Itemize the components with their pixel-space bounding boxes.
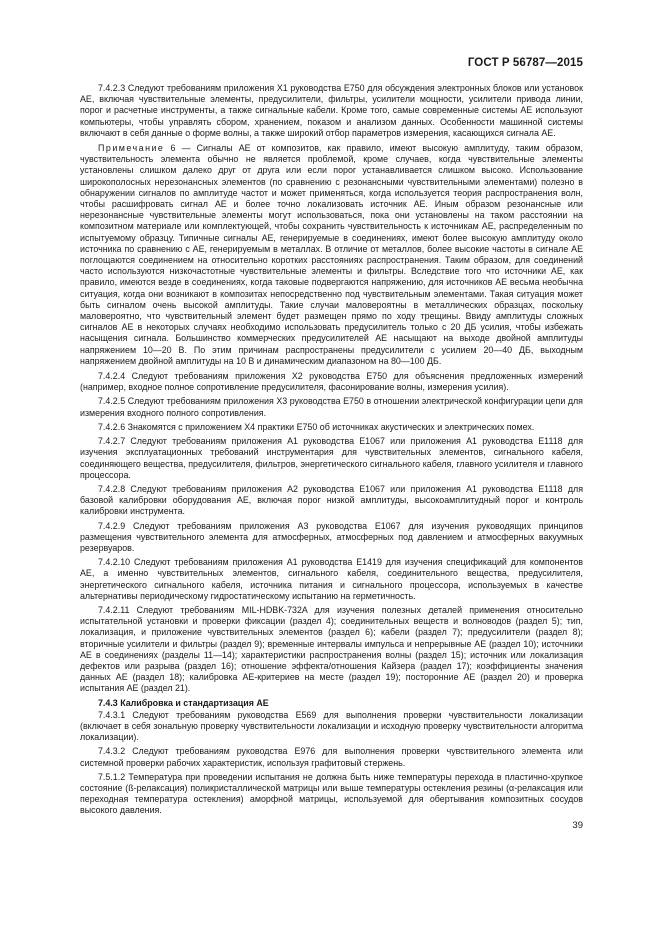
paragraph-7-4-2-8: 7.4.2.8 Следуют требованиям приложения A2 руководства E1067 или приложения A1 руководства E1118 для базовой калибровки оборудования АЕ, включая порог низкой амплитуды, высокоамплитудный порог и контроль калибровки инструмента. (80, 483, 583, 517)
page-number: 39 (572, 820, 583, 831)
paragraph-7-4-3-1: 7.4.3.1 Следуют требованиям руководства E569 для выполнения проверки чувствительности локализации (включает в себя зональную проверку чувствительности локализации и исходную проверку чувствительности алгоритма локализации). (80, 709, 583, 743)
document-code-header: ГОСТ Р 56787—2015 (467, 57, 583, 69)
paragraph-7-4-3-2: 7.4.3.2 Следуют требованиям руководства E976 для выполнения проверки чувствительного элемента или системной проверки рабочих характеристик, используя графитовый стержень. (80, 746, 583, 768)
note-6 (80, 143, 583, 367)
paragraph-7-4-2-11: 7.4.2.11 Следуют требованиям MIL-HDBK-732A для изучения полезных деталей применения относительно испытательной установки и проверки фиксации (раздел 4); соединительных веществ и волноводов (раздел 5); тип, локализация, и приложение чувствительных элементов (раздел 6); кабели (раздел 7); предусилители (раздел 8); вторичные усилители и фильтры (раздел 9); временные интервалы импульса и непрерывные АЕ (раздел 10); источники АЕ в соединениях (разделы 11—14); характеристики распространения волны (раздел 15); источник или локализация дефектов или разрыва (раздел 16); отношение эффекта/отношения Кайзера (раздел 17); коэффициенты значения данных АЕ (раздел 18); калибровка АЕ-критериев на месте (раздел 19); посторонние АЕ (раздел 20) и проверка испытания АЕ (раздел 21). (80, 604, 583, 694)
paragraph-7-4-2-5: 7.4.2.5 Следуют требованиям приложения X3 руководства E750 в отношении электрической конфигурации цепи для измерения входного полного сопротивления. (80, 396, 583, 418)
section-heading-7-4-3: 7.4.3 Калибровка и стандартизация АЕ (98, 697, 269, 708)
paragraph-7-4-2-3: 7.4.2.3 Следуют требованиям приложения X1 руководства E750 для обсуждения электронных блоков или установок АЕ, включая чувствительные элементы, предусилители, фильтры, усилители мощности, усилители привода линии, порог и расчетные инструменты, а также сигнальные кабели. Кроме того, самые современные системы АЕ используют компьютеры, чтобы управлять сбором, хранением, показом и анализом данных. Особенности машинной системы включают в себя данные о форме волны, а также широкий отбор параметров измерения, касающихся сигнала АЕ. (80, 83, 583, 138)
paragraph-7-4-2-7: 7.4.2.7 Следуют требованиям приложения A1 руководства E1067 или приложения A1 руководства E1118 для изучения эксплуатационных требований инструментария для чувствительных элементов, сигнального кабеля, соединяющего вещества, предусилителя, фильтров, энергетического сигнального кабеля, главного усилителя и главного процессора. (80, 436, 583, 480)
paragraph-7-4-2-9: 7.4.2.9 Следуют требованиям приложения A3 руководства E1067 для изучения руководящих принципов размещения чувствительного элемента для атмосферных, атмосферных под давлением и атмосферных вакуумных резервуаров. (80, 520, 583, 553)
paragraph-7-5-1-2: 7.5.1.2 Температура при проведении испытания не должна быть ниже температуры перехода в пластично-хрупкое состояние (ß-релаксация) поликристаллической матрицы или выше температуры остекления резины (α-релаксация или переходная температура остекления) аморфной матрицы, используемой для обертывания композитных сосудов высокого давления. (80, 771, 583, 816)
note-label: Примечание (98, 143, 165, 154)
note-text: 6 — Сигналы АЕ от композитов, как правило, имеют высокую амплитуду, таким образом, чувствительность элемента обычно не является проблемой, кроме случаев, когда чувствительные элементы установлены слишком далеко друг от друга или если порог устанавливается слишком высоко. Использование широкополосных нерезонансных элементов (по сравнению с резонансными чувствительными элементами) полезно в обнаружении сигналов по амплитуде частот и может применяться, когда используется теория распространения волн, чтобы расшифровать сигнал АЕ и более точно локализовать источник АЕ. Иным образом резонансные или нерезонансные чувствительные элементы могут использоваться, пока они установлены на таком расстоянии на композитном материале или комплектующей, чтобы сохранить чувствительность к источникам АЕ, распределенным по испытуемому образцу. Типичные сигналы АЕ, генерируемые в соединениях, имеют более высокую амплитуду около источника по сравнению с АЕ, генерируемым в металлах. В отличие от металлов, более высокие частоты в сигнале АЕ поглощаются соединением на относительно коротких расстояниях распространения. Таким образом, для соединений часто используются низкочастотные чувствительные элементы и фильтры. Вследствие того что источники АЕ, как правило, имеются везде в соединениях, когда таковые подвергаются напряжению, для источников АЕ весьма необычна ситуация, когда они возникают в композитах непосредственно под чувствительным элементами. Такая ситуация может быть сигналом очень высокой амплитуды. Такие случаи маловероятны в металлических образцах, поскольку маловероятно, что чувствительный элемент будет размещен прямо по ходу трещины. Ввиду амплитуды сложных сигналов АЕ в некоторых случаях необходимо использовать предусилитель только с 20 ДБ усилия, чтобы избежать насыщения сигнала. Большинство коммерческих предусилителей АЕ насыщают на выходе двойной амплитуды напряжением 10—20 В. По этим причинам распространены предусилители с усилием 20—40 ДБ, выходным напряжением двойной амплитуды на 10 В и динамическим диапазоном на 80—100 ДБ. (80, 143, 583, 366)
paragraph-7-4-2-10: 7.4.2.10 Следуют требованиям приложения A1 руководства E1419 для изучения спецификаций для компонентов АЕ, а именно чувствительных элементов, сигнального кабеля, соединительного вещества, предусилителя, энергетического сигнального кабеля, источника питания и сигнального процессора, используемых в качестве альтернативы периодическому гидростатическому испытанию на герметичность. (80, 557, 583, 601)
document-body (80, 83, 583, 820)
paragraph-7-4-2-6: 7.4.2.6 Знакомятся с приложением X4 практики E750 об источниках акустических и электрических помех. (98, 421, 535, 432)
paragraph-7-4-2-4: 7.4.2.4 Следуют требованиям приложения X2 руководства E750 для объяснения предложенных измерений (например, входное полное сопротивление предусилителя, фасонирование волны, измерения усилия). (80, 371, 583, 393)
